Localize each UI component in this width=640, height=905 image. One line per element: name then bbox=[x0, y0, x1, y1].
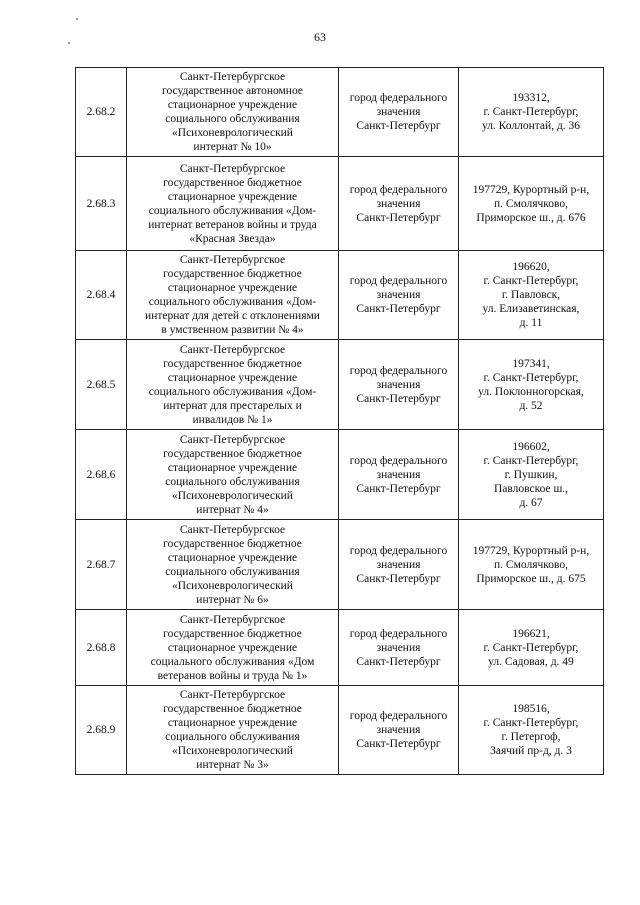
institutions-table bbox=[75, 67, 604, 775]
row-number-cell bbox=[76, 340, 127, 430]
row-number: 2.68.4 bbox=[86, 289, 116, 301]
row-number: 2.68.2 bbox=[86, 106, 116, 118]
table-row bbox=[76, 520, 604, 610]
table-row bbox=[76, 251, 604, 340]
address-cell bbox=[459, 340, 604, 430]
row-number-cell bbox=[76, 610, 127, 686]
city-status: город федерального значения Санкт-Петербург bbox=[349, 275, 448, 315]
city-status-cell bbox=[339, 430, 459, 520]
institution-name: Санкт-Петербургское государственное бюджетное стационарное учреждение социального обслуживания «Дом ветеранов войны и труда № 1» bbox=[150, 613, 315, 682]
row-number-cell bbox=[76, 430, 127, 520]
institution-name-cell bbox=[127, 520, 339, 610]
table-row bbox=[76, 430, 604, 520]
row-number: 2.68.5 bbox=[86, 378, 116, 391]
row-number-cell bbox=[76, 251, 127, 340]
row-number: 2.68.7 bbox=[86, 558, 116, 571]
city-status-cell bbox=[339, 68, 459, 157]
address: 196621, г. Санкт-Петербург, ул. Садовая, д. 49 bbox=[483, 627, 579, 668]
address-cell bbox=[459, 157, 604, 251]
scan-speck bbox=[68, 42, 70, 44]
city-status-cell bbox=[339, 686, 459, 775]
city-status: город федерального значения Санкт-Петербург bbox=[349, 92, 448, 132]
row-number-cell bbox=[76, 686, 127, 775]
row-number-cell bbox=[76, 520, 127, 610]
city-status-cell bbox=[339, 251, 459, 340]
address-cell bbox=[459, 68, 604, 157]
address: 197341, г. Санкт-Петербург, ул. Поклонногорская, д. 52 bbox=[478, 357, 584, 412]
scan-speck bbox=[76, 18, 78, 20]
row-number: 2.68.6 bbox=[86, 468, 116, 481]
institution-name: Санкт-Петербургское государственное бюджетное стационарное учреждение социального обслуживания «Дом- интернат ветеранов войны и труда «Красная Звезда» bbox=[148, 162, 317, 245]
city-status: город федерального значения Санкт-Петербург bbox=[349, 183, 448, 224]
city-status: город федерального значения Санкт-Петербург bbox=[349, 544, 448, 585]
city-status: город федерального значения Санкт-Петербург bbox=[349, 454, 448, 495]
city-status-cell bbox=[339, 610, 459, 686]
row-number-cell bbox=[76, 157, 127, 251]
row-number: 2.68.9 bbox=[86, 724, 116, 736]
institution-name: Санкт-Петербургское государственное бюджетное стационарное учреждение социального обслуживания «Психоневрологический интернат № 4» bbox=[163, 433, 302, 516]
address-cell bbox=[459, 251, 604, 340]
city-status: город федерального значения Санкт-Петербург bbox=[349, 627, 448, 668]
city-status-cell bbox=[339, 340, 459, 430]
institution-name: Санкт-Петербургское государственное бюджетное стационарное учреждение социального обслуживания «Психоневрологический интернат № 6» bbox=[163, 523, 302, 606]
address-cell bbox=[459, 610, 604, 686]
address-cell bbox=[459, 520, 604, 610]
institution-name-cell bbox=[127, 610, 339, 686]
row-number: 2.68.3 bbox=[86, 197, 116, 210]
page-number: 63 bbox=[314, 30, 326, 44]
address-cell bbox=[459, 430, 604, 520]
institution-name-cell bbox=[127, 340, 339, 430]
institution-name: Санкт-Петербургское государственное бюджетное стационарное учреждение социального обслуживания «Дом- интернат для детей с отклонениями в умственном развитии № 4» bbox=[145, 254, 320, 336]
table-row bbox=[76, 68, 604, 157]
institution-name: Санкт-Петербургское государственное автономное стационарное учреждение социального обслуживания «Психоневрологический интернат № 10» bbox=[162, 71, 303, 153]
table-row bbox=[76, 610, 604, 686]
address: 197729, Курортный р-н, п. Смолячково, Приморское ш., д. 676 bbox=[472, 183, 590, 224]
city-status-cell bbox=[339, 157, 459, 251]
table-row bbox=[76, 686, 604, 775]
address: 197729, Курортный р-н, п. Смолячково, Приморское ш., д. 675 bbox=[472, 544, 590, 585]
city-status-cell bbox=[339, 520, 459, 610]
institution-name-cell bbox=[127, 686, 339, 775]
institution-name-cell bbox=[127, 157, 339, 251]
city-status: город федерального значения Санкт-Петербург bbox=[349, 364, 448, 405]
institution-name-cell bbox=[127, 68, 339, 157]
row-number-cell bbox=[76, 68, 127, 157]
table-row bbox=[76, 340, 604, 430]
institution-name: Санкт-Петербургское государственное бюджетное стационарное учреждение социального обслуживания «Дом- интернат для престарелых и инвалидов № 1» bbox=[148, 343, 317, 426]
address: 196602, г. Санкт-Петербург, г. Пушкин, Павловское ш., д. 67 bbox=[483, 440, 579, 509]
city-status: город федерального значения Санкт-Петербург bbox=[349, 710, 448, 750]
institution-name-cell bbox=[127, 251, 339, 340]
address: 198516, г. Санкт-Петербург, г. Петергоф, Заячий пр-д, д. 3 bbox=[483, 703, 579, 757]
address-cell bbox=[459, 686, 604, 775]
address: 193312, г. Санкт-Петербург, ул. Коллонтай, д. 36 bbox=[481, 92, 581, 132]
institution-name: Санкт-Петербургское государственное бюджетное стационарное учреждение социального обслуживания «Психоневрологический интернат № 3» bbox=[163, 689, 302, 771]
institution-name-cell bbox=[127, 430, 339, 520]
row-number: 2.68.8 bbox=[86, 641, 116, 654]
table-row bbox=[76, 157, 604, 251]
address: 196620, г. Санкт-Петербург, г. Павловск, ул. Елизаветинская, д. 11 bbox=[482, 261, 580, 329]
